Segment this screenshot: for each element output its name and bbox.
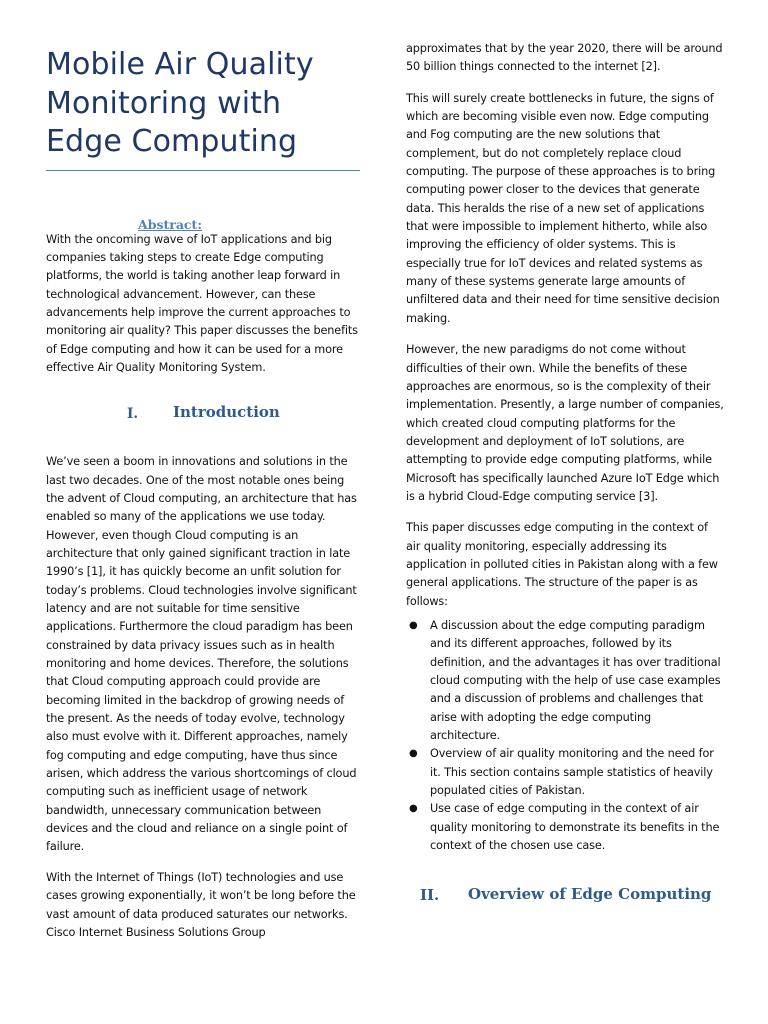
list-item xyxy=(406,800,724,855)
left-column xyxy=(46,40,362,942)
list-item xyxy=(406,745,724,800)
section-title: Overview of Edge Computing xyxy=(468,885,712,904)
abstract-heading: Abstract: xyxy=(138,216,202,232)
list-item xyxy=(406,617,724,745)
right-paragraph-2: This will surely create bottlenecks in future, the signs of which are becoming visible even now. Edge computing and Fog computing are the new solutions that complement, but do not completely replace cloud computing. The purpose of these approaches is to bring computing power closer to the devices that generate data. This heralds the rise of a new set of applications that were impossible to implement hitherto, while also improving the efficiency of older systems. This is especially true for IoT devices and related systems as many of these systems generate large amounts of unfiltered data and their need for time sensitive decision making. xyxy=(406,91,720,325)
right-paragraph-4: This paper discusses edge computing in the context of air quality monitoring, especially addressing its application in polluted cities in Pakistan along with a few general applications. The structure of the paper is as follows: xyxy=(406,521,718,608)
list-item-text: Overview of air quality monitoring and the need for it. This section contains sample statistics of heavily populated cities of Pakistan. xyxy=(430,747,714,798)
list-item-text: Use case of edge computing in the context of air quality monitoring to demonstrate its benefits in the context of the chosen use case. xyxy=(430,802,720,853)
right-paragraph-3: However, the new paradigms do not come without difficulties of their own. While the benefits of these approaches are enormous, so is the complexity of their implementation. Presently, a large number of companies, which created cloud computing platforms for the development and deployment of IoT solutions, are attempting to provide edge computing platforms, while Microsoft has specifically launched Azure IoT Edge which is a hybrid Cloud-Edge computing service [3]. xyxy=(406,343,724,503)
abstract-text: With the oncoming wave of IoT applications and big companies taking steps to create Edge computing platforms, the world is taking another leap forward in technological advancement. However, can these advancements help improve the current approaches to monitoring air quality? This paper discusses the benefits of Edge computing and how it can be used for a more effective Air Quality Monitoring System. xyxy=(46,232,358,374)
section-title: Introduction xyxy=(173,403,280,422)
right-paragraph-1: approximates that by the year 2020, there will be around 50 billion things connected to the internet [2]. xyxy=(406,42,723,74)
intro-paragraph-1: We’ve seen a boom in innovations and solutions in the last two decades. One of the most notable ones being the advent of Cloud computing, an architecture that has enabled so many of the applications we use today. However, even though Cloud computing is an architecture that only gained significant traction in late 1990’s [1], it has quickly become an unfit solution for today’s problems. Cloud technologies involve significant latency and are not suitable for time sensitive applications. Furthermore the cloud paradigm has been constrained by data privacy issues such as in health monitoring and home devices. Therefore, the solutions that Cloud computing approach could provide are becoming limited in the backdrop of growing needs of the present. As the needs of today evolve, technology also must evolve with it. Different approaches, namely fog computing and edge computing, have thus since arisen, which address the various shortcomings of cloud computing such as inefficient usage of network bandwidth, unnecessary communication between devices and the cloud and reliance on a single point of failure. xyxy=(46,455,357,854)
intro-paragraph-2: With the Internet of Things (IoT) technologies and use cases growing exponentially, it won’t be long before the vast amount of data produced saturates our networks. Cisco Internet Business Solutions Group xyxy=(46,870,356,939)
structure-list xyxy=(406,617,724,855)
section-number: II. xyxy=(420,886,440,905)
list-item-text: A discussion about the edge computing paradigm and its different approaches, followed by its definition, and the advantages it has over traditional cloud computing with the help of use case examples and a discussion of problems and challenges that arise with adopting the edge computing architecture. xyxy=(430,618,721,743)
title-divider xyxy=(46,170,360,171)
bullet-icon: ● xyxy=(409,619,418,631)
section-heading-introduction xyxy=(46,403,362,425)
section-number: I. xyxy=(127,406,139,423)
bullet-icon: ● xyxy=(409,748,418,760)
paper-title: Mobile Air Quality Monitoring with Edge Computing xyxy=(46,47,314,159)
section-heading-overview xyxy=(406,885,724,907)
right-column xyxy=(406,40,724,907)
bullet-icon: ● xyxy=(409,803,418,815)
